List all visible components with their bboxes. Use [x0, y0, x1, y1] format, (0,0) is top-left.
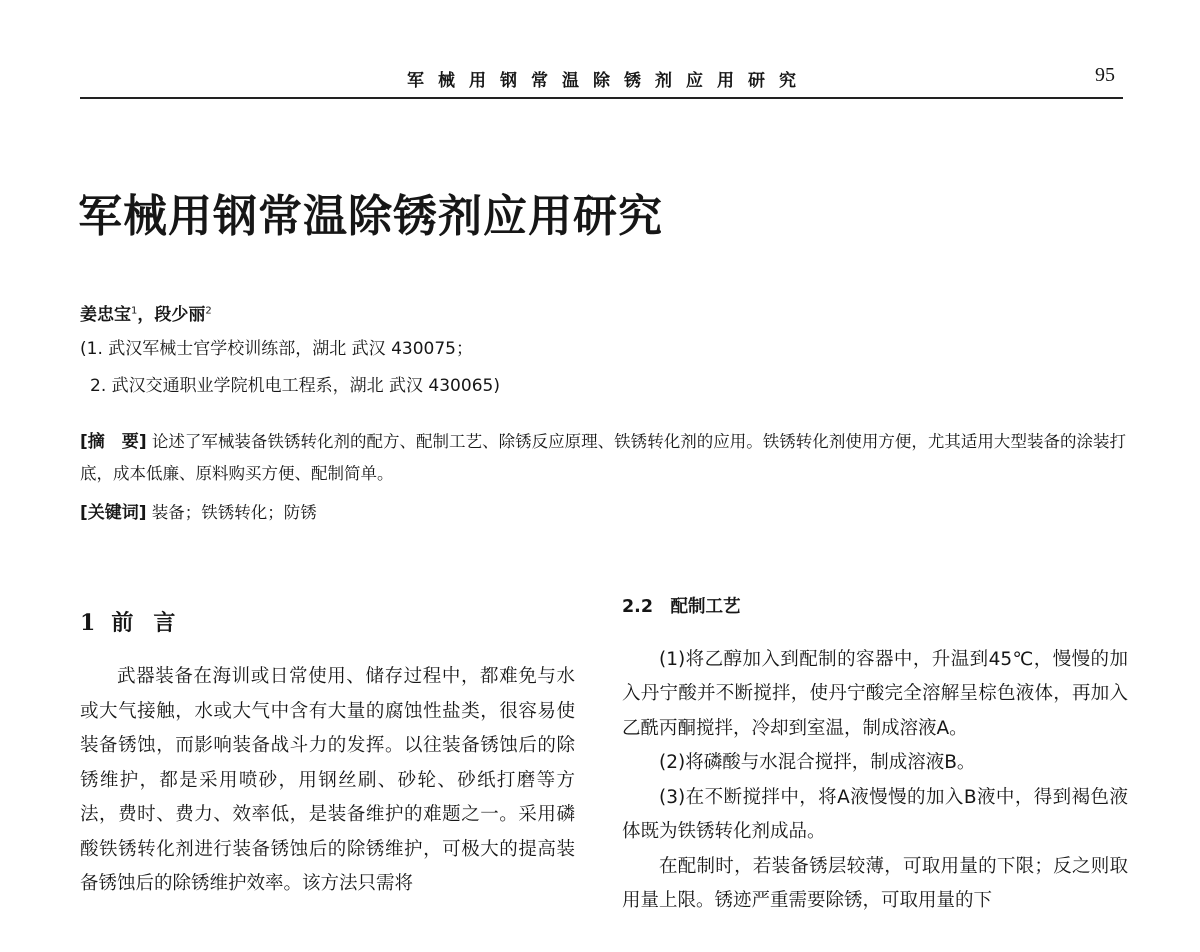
abstract-label: [摘 要] [80, 432, 147, 452]
running-title: 军械用钢常温除锈剂应用研究 [407, 71, 810, 91]
author-affil-mark: 1 [131, 305, 138, 317]
article-title: 军械用钢常温除锈剂应用研究 [78, 191, 663, 242]
body-paragraph: 武器装备在海训或日常使用、储存过程中，都难免与水或大气接触，水或大气中含有大量的腐蚀性盐类，很容易使装备锈蚀，而影响装备战斗力的发挥。以往装备锈蚀后的除锈维护，都是采用喷砂，用钢丝刷、砂轮、砂纸打磨等方法，费时、费力、效率低，是装备维护的难题之一。采用磷酸铁锈转化剂进行装备锈蚀后的除锈维护，可极大的提高装备锈蚀后的除锈维护效率。该方法只需将 [80, 666, 575, 894]
body-paragraph: (3)在不断搅拌中，将A液慢慢的加入B液中，得到褐色液体既为铁锈转化剂成品。 [622, 786, 1128, 842]
page-number: 95 [1095, 64, 1115, 86]
affiliation-1: (1. 武汉军械士官学校训练部，湖北 武汉 430075； [80, 339, 473, 359]
keywords-text: 装备；铁锈转化；防锈 [151, 503, 317, 522]
body-paragraph: 在配制时，若装备锈层较薄，可取用量的下限；反之则取用量上限。锈迹严重需要除锈，可取用量的下 [622, 855, 1128, 911]
author-name: 段少丽 [154, 305, 206, 325]
abstract [80, 426, 1126, 490]
header-rule [80, 97, 1123, 99]
subsection-heading: 2.2 配制工艺 [622, 597, 741, 617]
author-affil-mark: 2 [205, 305, 212, 317]
author-line [80, 300, 212, 325]
keywords [80, 498, 317, 523]
section-number: 1 [80, 610, 96, 636]
keywords-label: [关键词] [80, 503, 147, 523]
running-header [80, 62, 1123, 98]
affiliation-2: 2. 武汉交通职业学院机电工程系，湖北 武汉 430065) [90, 376, 500, 396]
author-name: 姜忠宝 [80, 305, 131, 325]
body-paragraph: (2)将磷酸与水混合搅拌，制成溶液B。 [659, 752, 976, 773]
abstract-text: 论述了军械装备铁锈转化剂的配方、配制工艺、除锈反应原理、铁锈转化剂的应用。铁锈转化剂使用方便，尤其适用大型装备的涂装打底，成本低廉、原料购买方便、配制简单。 [80, 432, 1127, 483]
left-column [80, 660, 575, 902]
right-column [622, 590, 1128, 919]
section-heading [80, 606, 195, 637]
section-title: 前言 [111, 610, 196, 636]
author-separator: ， [137, 305, 155, 325]
body-paragraph: (1)将乙醇加入到配制的容器中，升温到45℃，慢慢的加入丹宁酸并不断搅拌，使丹宁酸完全溶解呈棕色液体，再加入乙酰丙酮搅拌，冷却到室温，制成溶液A。 [622, 648, 1128, 739]
